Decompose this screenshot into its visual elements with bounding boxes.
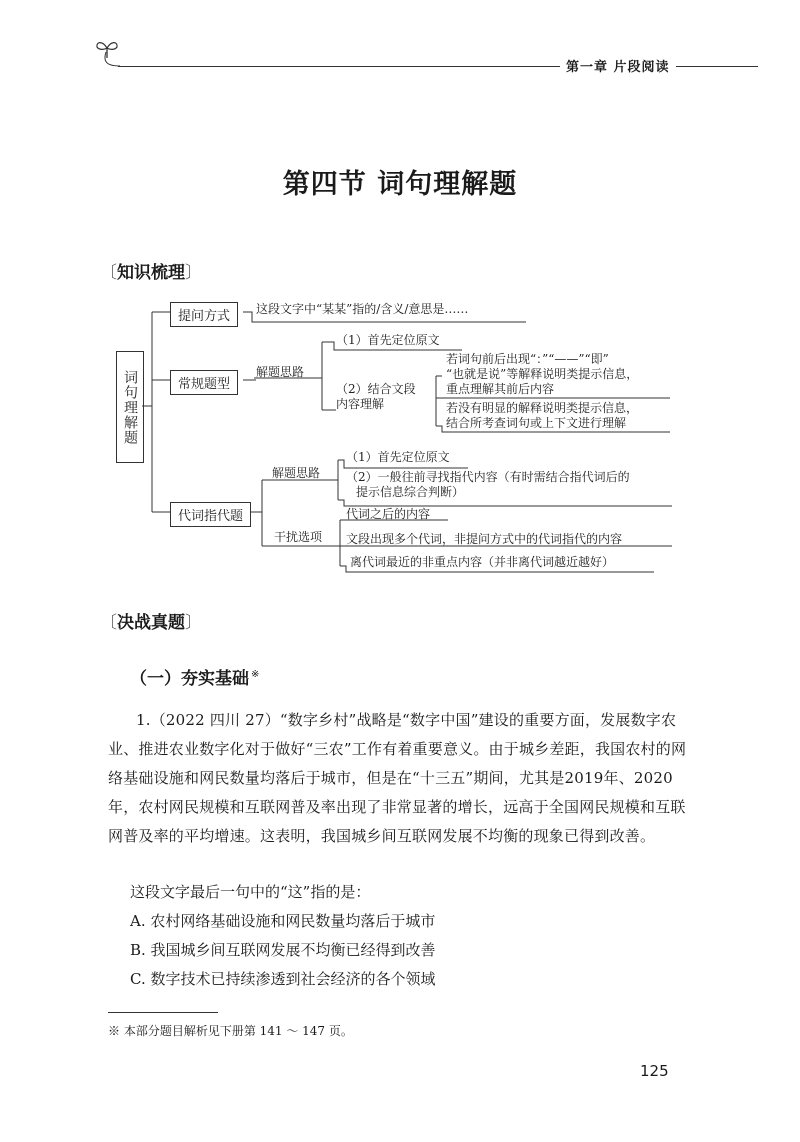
node-ask-method: 提问方式 [170,302,238,327]
footnote: ※ 本部分题目解析见下册第 141 ～ 147 页。 [108,1024,353,1038]
subsection-title [130,664,259,689]
regular-step2-line2: 内容理解 [336,397,385,411]
node-regular-type: 常规题型 [170,370,238,395]
pronoun-step1: （1）首先定位原文 [346,450,450,464]
close-bracket: 〕 [185,613,202,633]
footnote-mark-icon: ※ [251,669,260,681]
node-pronoun-type: 代词指代题 [170,502,251,527]
distractor-3: 离代词最近的非重点内容（并非离代词越近越好） [350,555,615,569]
question-prompt: 这段文字最后一句中的“这”指的是： [130,883,371,901]
option-c: C. 数字技术已持续渗透到社会经济的各个领域 [130,970,436,988]
regular-step1: （1）首先定位原文 [336,333,440,347]
regular-step2-line1: （2）结合文段 [336,382,416,396]
section-real-exam [100,608,202,633]
option-b: B. 我国城乡间互联网发展不均衡已经得到改善 [130,941,436,959]
section-knowledge-label: 知识梳理 [117,263,185,283]
distractor-1: 代词之后的内容 [346,507,431,521]
close-bracket: 〕 [185,263,202,283]
case-a-line1: 若词句前后出现“：”“——”“即” [446,352,609,366]
pronoun-step2-line1: （2）一般往前寻找指代内容（有时需结合指代词后的 [346,470,630,484]
regular-step2 [336,382,416,412]
case-b-line1: 若没有明显的解释说明类提示信息， [446,401,639,415]
case-a-line2: “也就是说”等解释说明类提示信息， [446,367,639,381]
section-real-exam-label: 决战真题 [117,613,185,633]
mindmap-root: 词句理解题 [116,351,144,463]
pronoun-approach: 解题思路 [272,466,321,480]
subsection-label: （一）夯实基础 [130,669,249,689]
case-b-line2: 结合所考查词句或上下文进行理解 [446,416,627,430]
open-bracket: 〔 [100,613,117,633]
chapter-header: 第一章 片段阅读 [560,56,676,75]
footnote-rule [108,1012,218,1013]
regular-approach: 解题思路 [256,365,305,379]
distractor-2: 文段出现多个代词，非提问方式中的代词指代的内容 [346,532,623,546]
option-a: A. 农村网络基础设施和网民数量均落后于城市 [130,912,436,930]
pronoun-step2 [346,470,630,500]
regular-case-a [446,352,638,397]
page-title: 第四节 词句理解题 [282,169,518,200]
pronoun-distractor: 干扰选项 [274,530,323,544]
question-text: 1.（2022 四川 27）“数字乡村”战略是“数字中国”建设的重要方面，发展数字农业、推进农业数字化对于做好“三农”工作有着重要意义。由于城乡差距，我国农村的网络基础设施和网民数量均落后于城市，但是在“十三五”期间，尤其是2019年、2020年，农村网民规模和互联网普及率出现了非常显著的增长，远高于全国网民规模和互联网普及率的平均增速。这表明，我国城乡间互联网发展不均衡的现象已得到改善。 [108,711,687,845]
page-number: 125 [640,1062,669,1080]
regular-case-b [446,401,638,431]
ask-method-text: 这段文字中“某某”指的/含义/意思是…… [256,302,469,316]
case-a-line3: 重点理解其前后内容 [446,382,555,396]
pronoun-step2-line2: 提示信息综合判断） [356,485,465,499]
open-bracket: 〔 [100,263,117,283]
